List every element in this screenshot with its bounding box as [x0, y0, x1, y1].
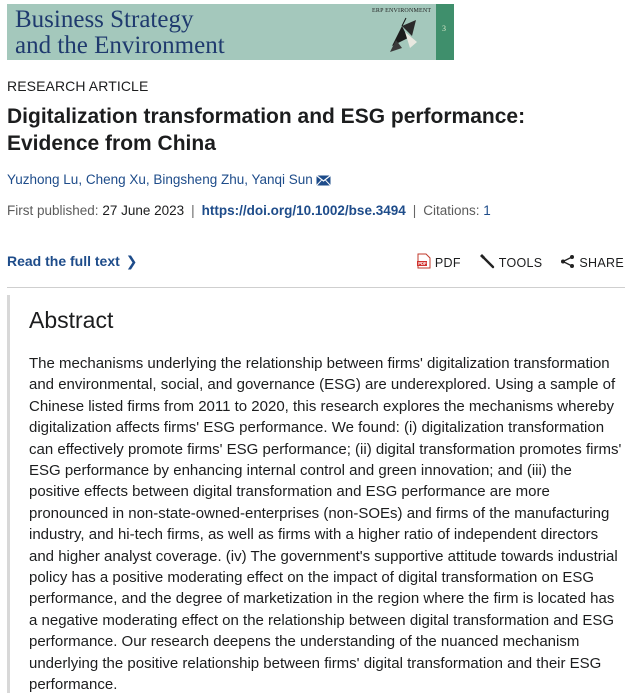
tools-icon	[479, 253, 495, 272]
chevron-right-icon: ❯	[125, 253, 138, 269]
citations-label: Citations:	[423, 203, 480, 218]
butterfly-icon	[372, 8, 434, 58]
author-link[interactable]: Yuzhong Lu	[7, 172, 79, 187]
article-type: RESEARCH ARTICLE	[7, 78, 149, 94]
article-title: Digitalization transformation and ESG performance: Evidence from China	[7, 105, 526, 155]
article-actions	[399, 253, 624, 272]
abstract-body: The mechanisms underlying the relationship between firms' digitalization transformation and environmental, social, and governance (ESG) are underexplored. Using a sample of Chinese listed firms from 2011 to 2020, this research explores the mechanisms whereby digitalization affects firms' ESG performance. We found: (i) digitalization transformation can effectively promote firms' ESG performance; (ii) digital transformation promotes firms' ESG performance by enhancing internal control and green innovation; and (iii) the positive effects between digital transformation and ESG performance are more pronounced in non-state-owned-enterprises (non-SOEs) and firms of the manufacturing industry, and hi-tech firms, as well as firms with a higher ratio of independent directors and higher analyst coverage. (iv) The government's supportive attitude towards industrial policy has a positive moderating effect on the impact of digital transformation on ESG performance, and the degree of marketization in the region where the firm is located has a negative moderating effect on the relationship between digital transformation and ESG performance. Our research deepens the understanding of the nuanced mechanism underlying the positive relationship between firms' digital transformation and their ESG performance.	[29, 355, 622, 694]
journal-banner[interactable]	[7, 4, 454, 60]
published-date: 27 June 2023	[102, 203, 185, 218]
abstract-section	[7, 295, 628, 693]
journal-title-line2: and the Environment	[15, 32, 225, 59]
divider	[7, 287, 625, 288]
svg-text:PDF: PDF	[418, 261, 427, 267]
author-link[interactable]: Cheng Xu	[85, 172, 146, 187]
citations-count[interactable]: 1	[483, 203, 491, 218]
author-list: Yuzhong Lu, Cheng Xu, Bingsheng Zhu, Yanqi Sun	[7, 172, 331, 189]
tools-button[interactable]	[479, 253, 543, 272]
share-label: SHARE	[579, 255, 624, 270]
share-icon	[560, 254, 575, 272]
mail-icon[interactable]	[316, 174, 331, 189]
read-full-text-link[interactable]	[7, 253, 138, 270]
share-button[interactable]	[560, 253, 624, 272]
pdf-button[interactable]	[417, 253, 461, 272]
journal-title-line1: Business Strategy	[15, 6, 194, 33]
abstract-heading: Abstract	[29, 307, 114, 333]
doi-link[interactable]: https://doi.org/10.1002/bse.3494	[201, 203, 406, 218]
journal-stripe-text: 3	[442, 24, 446, 33]
publication-info: First published: 27 June 2023 | https://doi.org/10.1002/bse.3494 | Citations: 1	[7, 203, 491, 218]
published-label: First published:	[7, 203, 99, 218]
author-link[interactable]: Yanqi Sun	[251, 172, 313, 187]
read-full-text-label: Read the full text	[7, 253, 120, 269]
pdf-icon	[417, 253, 431, 272]
journal-cover-graphic	[372, 8, 434, 58]
journal-stripe	[436, 4, 454, 60]
author-link[interactable]: Bingsheng Zhu	[153, 172, 245, 187]
journal-title	[15, 7, 225, 59]
journal-badge: ERP ENVIRONMENT	[372, 8, 432, 14]
tools-label: TOOLS	[498, 255, 543, 270]
pdf-label: PDF	[434, 255, 461, 270]
